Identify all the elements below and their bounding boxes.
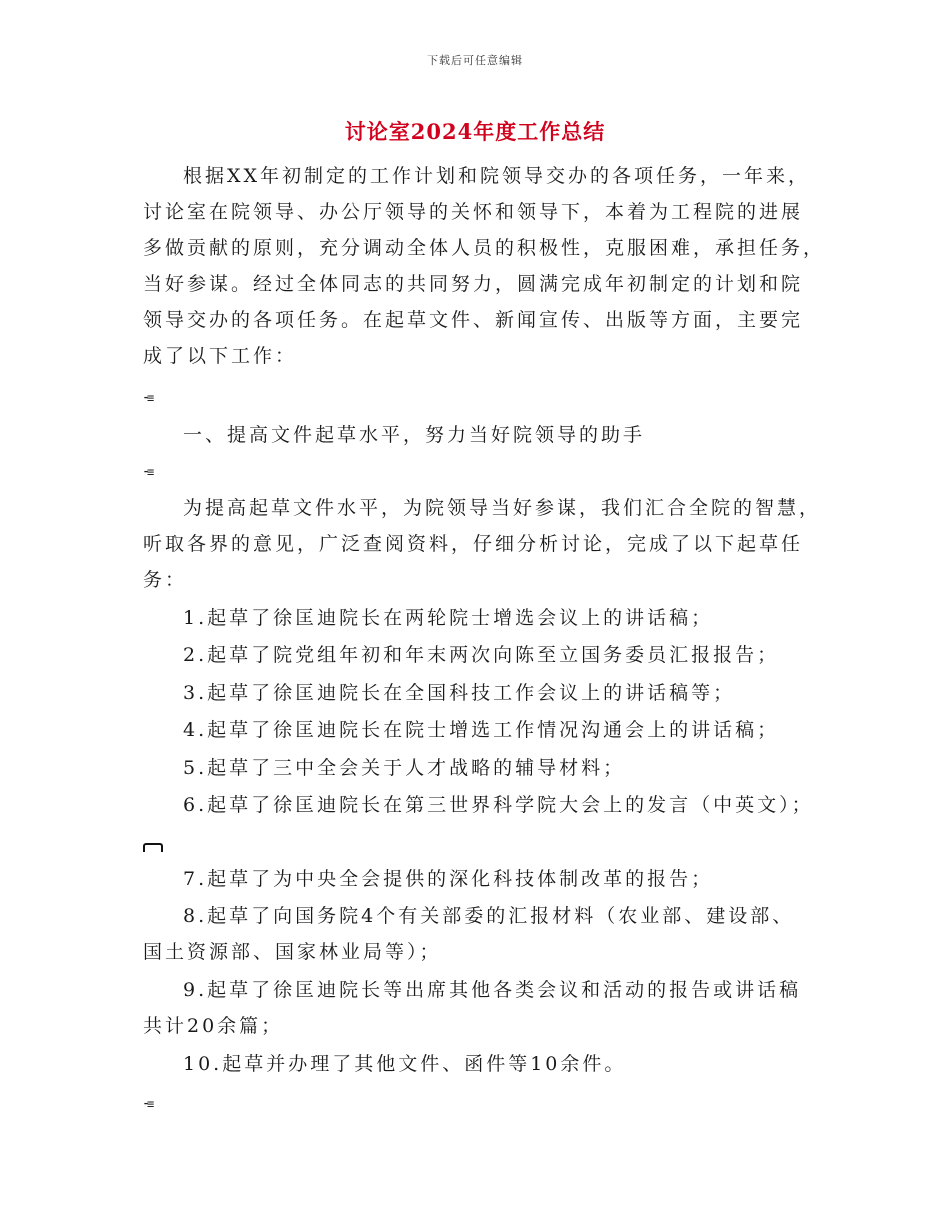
- page-header: 下载后可任意编辑: [427, 54, 523, 67]
- list-item: 1.起草了徐匡迪院长在两轮院士增选会议上的讲话稿；: [183, 607, 714, 629]
- list-item: 7.起草了为中央全会提供的深化科技体制改革的报告；: [183, 868, 714, 890]
- paragraph-line: 务：: [143, 569, 188, 591]
- paragraph-line: 为提高起草文件水平，为院领导当好参谋，我们汇合全院的智慧，: [183, 497, 822, 519]
- paragraph-line: 成了以下工作：: [143, 345, 298, 367]
- list-item-continuation: 共计20余篇；: [143, 1015, 284, 1037]
- page-break-marker: [143, 843, 163, 852]
- list-item-continuation: 国土资源部、国家林业局等）；: [143, 941, 442, 963]
- paragraph-break-mark: ⁃≡: [143, 465, 153, 479]
- section-heading: 一、提高文件起草水平，努力当好院领导的助手: [183, 424, 646, 446]
- list-item: 3.起草了徐匡迪院长在全国科技工作会议上的讲话稿等；: [183, 682, 736, 704]
- document-title: 讨论室2024年度工作总结: [344, 119, 606, 144]
- list-item: 4.起草了徐匡迪院长在院士增选工作情况沟通会上的讲话稿；: [183, 719, 780, 741]
- list-item: 8.起草了向国务院4个有关部委的汇报材料（农业部、建设部、: [183, 905, 795, 927]
- paragraph-line: 多做贡献的原则，充分调动全体人员的积极性，克服困难，承担任务，: [143, 237, 826, 259]
- list-item: 9.起草了徐匡迪院长等出席其他各类会议和活动的报告或讲话稿: [183, 979, 802, 1001]
- list-item: 10.起草并办理了其他文件、函件等10余件。: [183, 1053, 627, 1075]
- paragraph-line: 领导交办的各项任务。在起草文件、新闻宣传、出版等方面，主要完: [143, 309, 804, 331]
- list-item: 5.起草了三中全会关于人才战略的辅导材料；: [183, 757, 626, 779]
- paragraph-line: 讨论室在院领导、办公厅领导的关怀和领导下，本着为工程院的进展: [143, 201, 804, 223]
- paragraph-line: 当好参谋。经过全体同志的共同努力，圆满完成年初制定的计划和院: [143, 273, 804, 295]
- list-item: 2.起草了院党组年初和年末两次向陈至立国务委员汇报报告；: [183, 644, 780, 666]
- list-item: 6.起草了徐匡迪院长在第三世界科学院大会上的发言（中英文）；: [183, 794, 814, 816]
- paragraph-break-mark: ⁃≡: [143, 391, 153, 405]
- paragraph-break-mark: ⁃≡: [143, 1097, 153, 1111]
- paragraph-line: 听取各界的意见，广泛查阅资料，仔细分析讨论，完成了以下起草任: [143, 533, 804, 555]
- paragraph-line: 根据XX年初制定的工作计划和院领导交办的各项任务，一年来，: [183, 165, 811, 187]
